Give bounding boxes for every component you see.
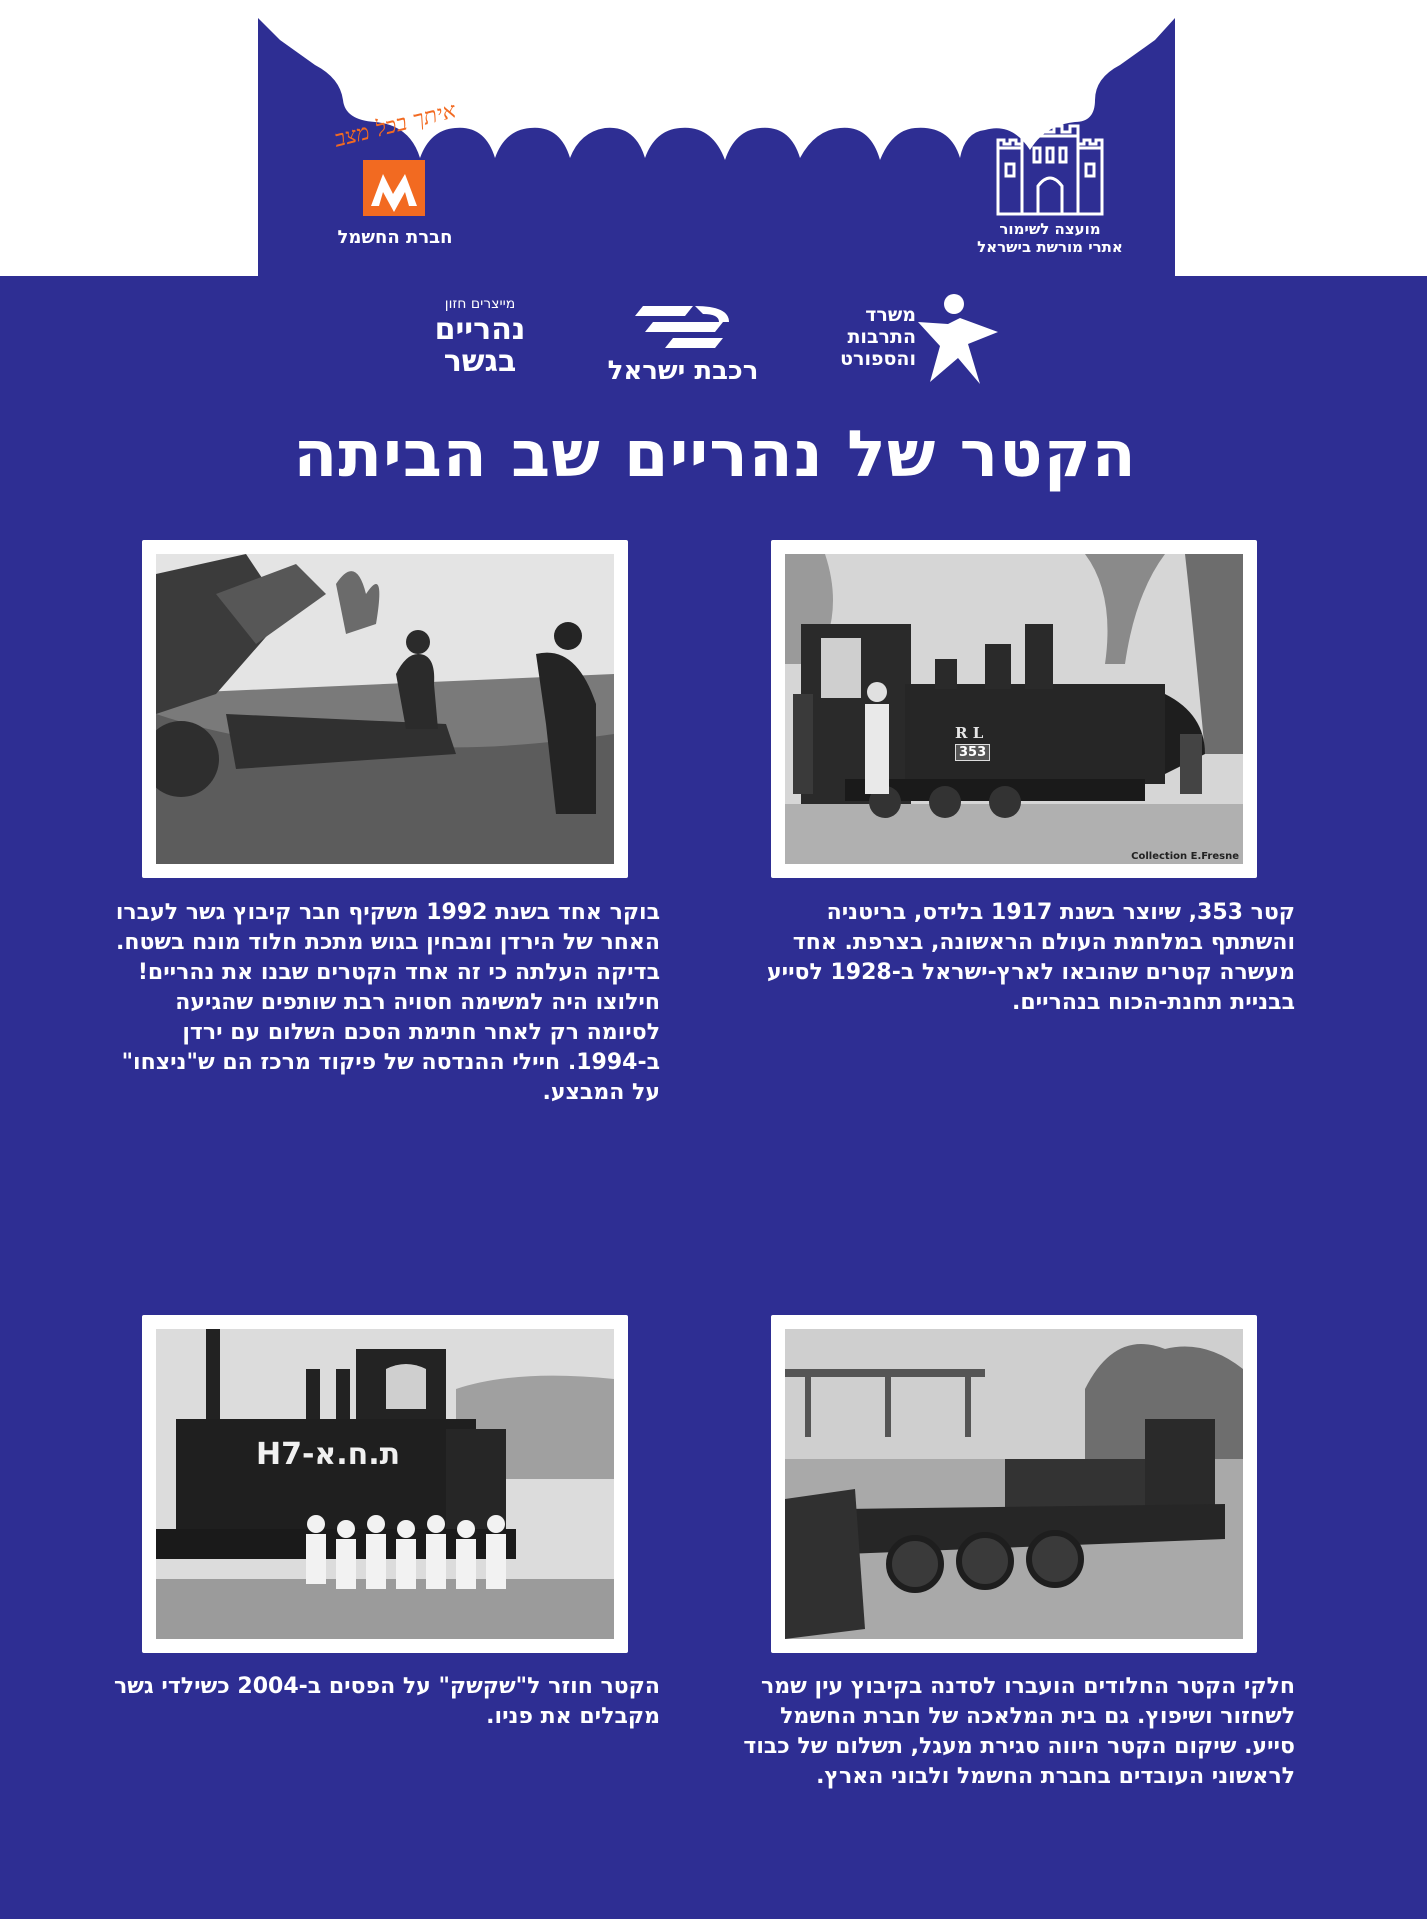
naharayim-line1: נהריים [434,312,526,347]
caption-restoration-text: חלקי הקטר החלודים הועברו לסדנה בקיבוץ עין שמר לשחזור ושיפוץ. גם בית המלאכה של חברת החשמל סייע. שיקום הקטר היווה סגירת מעגל, תשלום של כבוד לראשוני העובדים בחברת החשמל ולבוני הארץ. [743,1674,1295,1789]
photo-restoration [771,1315,1257,1653]
iec-name: חברת החשמל [337,227,453,248]
culture-ministry-line1: משרד [865,304,916,326]
photo-restoration-image [785,1329,1243,1639]
page-title: הקטר של נהריים שב הביתה [293,418,1137,492]
caption-locomotive-history-text: קטר 353, שיוצר בשנת 1917 בלידס, בריטניה והשתתף במלחמת העולם הראשונה, בצרפת. אחד מעשרה קטרים שהובאו לארץ-ישראל ב-1928 לסייע בבניית תחנת-הכוח בנהריים. [766,900,1295,1015]
caption-discovery [100,898,660,1108]
caption-restoration [735,1672,1295,1792]
castle-gate-icon [990,118,1110,218]
iec-logo-icon [363,160,425,216]
photo-homecoming [142,1315,628,1653]
photo-credit: Collection E.Fresne [1131,851,1239,862]
caption-discovery-text-b: בדיקה העלתה כי זה אחד הקטרים שבנו את נהריים! חילוצו היה למשימה חסויה רבת שותפים שהגיעה לסיומה רק לאחר חתימת הסכם השלום עם ירדן ב-1994. חיילי ההנדסה של פיקוד מרכז הם ש"ניצחו" על המבצע. [121,960,660,1105]
railways-logo-icon [633,300,733,352]
photo-extraction-image [156,554,614,864]
israel-railways-name: רכבת ישראל [607,356,759,386]
culture-ministry-line3: והספורט [840,348,916,370]
heritage-council-line2: אתרי מורשת בישראל [977,238,1123,256]
photo-homecoming-image [156,1329,614,1639]
loco-plate-top: R L [955,724,984,742]
loco-label: ת.ח.א-H7 [256,1437,401,1472]
naharayim-tagline: מייצרים חזון [444,296,516,312]
iec-signature: איתך בכל מצב [331,98,459,153]
israel-railways-logo [598,300,768,390]
caption-discovery-text-a: בוקר אחד בשנת 1992 משקיף חבר קיבוץ גשר לעברו האחר של הירדן ומבחין בגוש מתכת חלוד מונח בשטח. [115,900,660,955]
photo-extraction [142,540,628,878]
electric-company-logo [315,98,475,257]
heritage-council-logo [955,118,1145,258]
caption-locomotive-history [735,898,1295,1018]
culture-ministry-logo [820,292,1000,392]
naharayim-line2: בגשר [443,344,517,379]
loco-plate-number: 353 [955,744,990,761]
photo-locomotive-353-image [785,554,1243,864]
caption-homecoming [100,1672,660,1732]
photo-locomotive-353 [771,540,1257,878]
naharayim-vision-logo [420,296,540,392]
heritage-council-line1: מועצה לשימור [999,220,1101,238]
caption-homecoming-text: הקטר חוזר ל"שקשק" על הפסים ב-2004 כשילדי גשר מקבלים את פניו. [113,1674,660,1729]
star-figure-icon [916,292,1000,388]
culture-ministry-line2: התרבות [847,326,916,348]
